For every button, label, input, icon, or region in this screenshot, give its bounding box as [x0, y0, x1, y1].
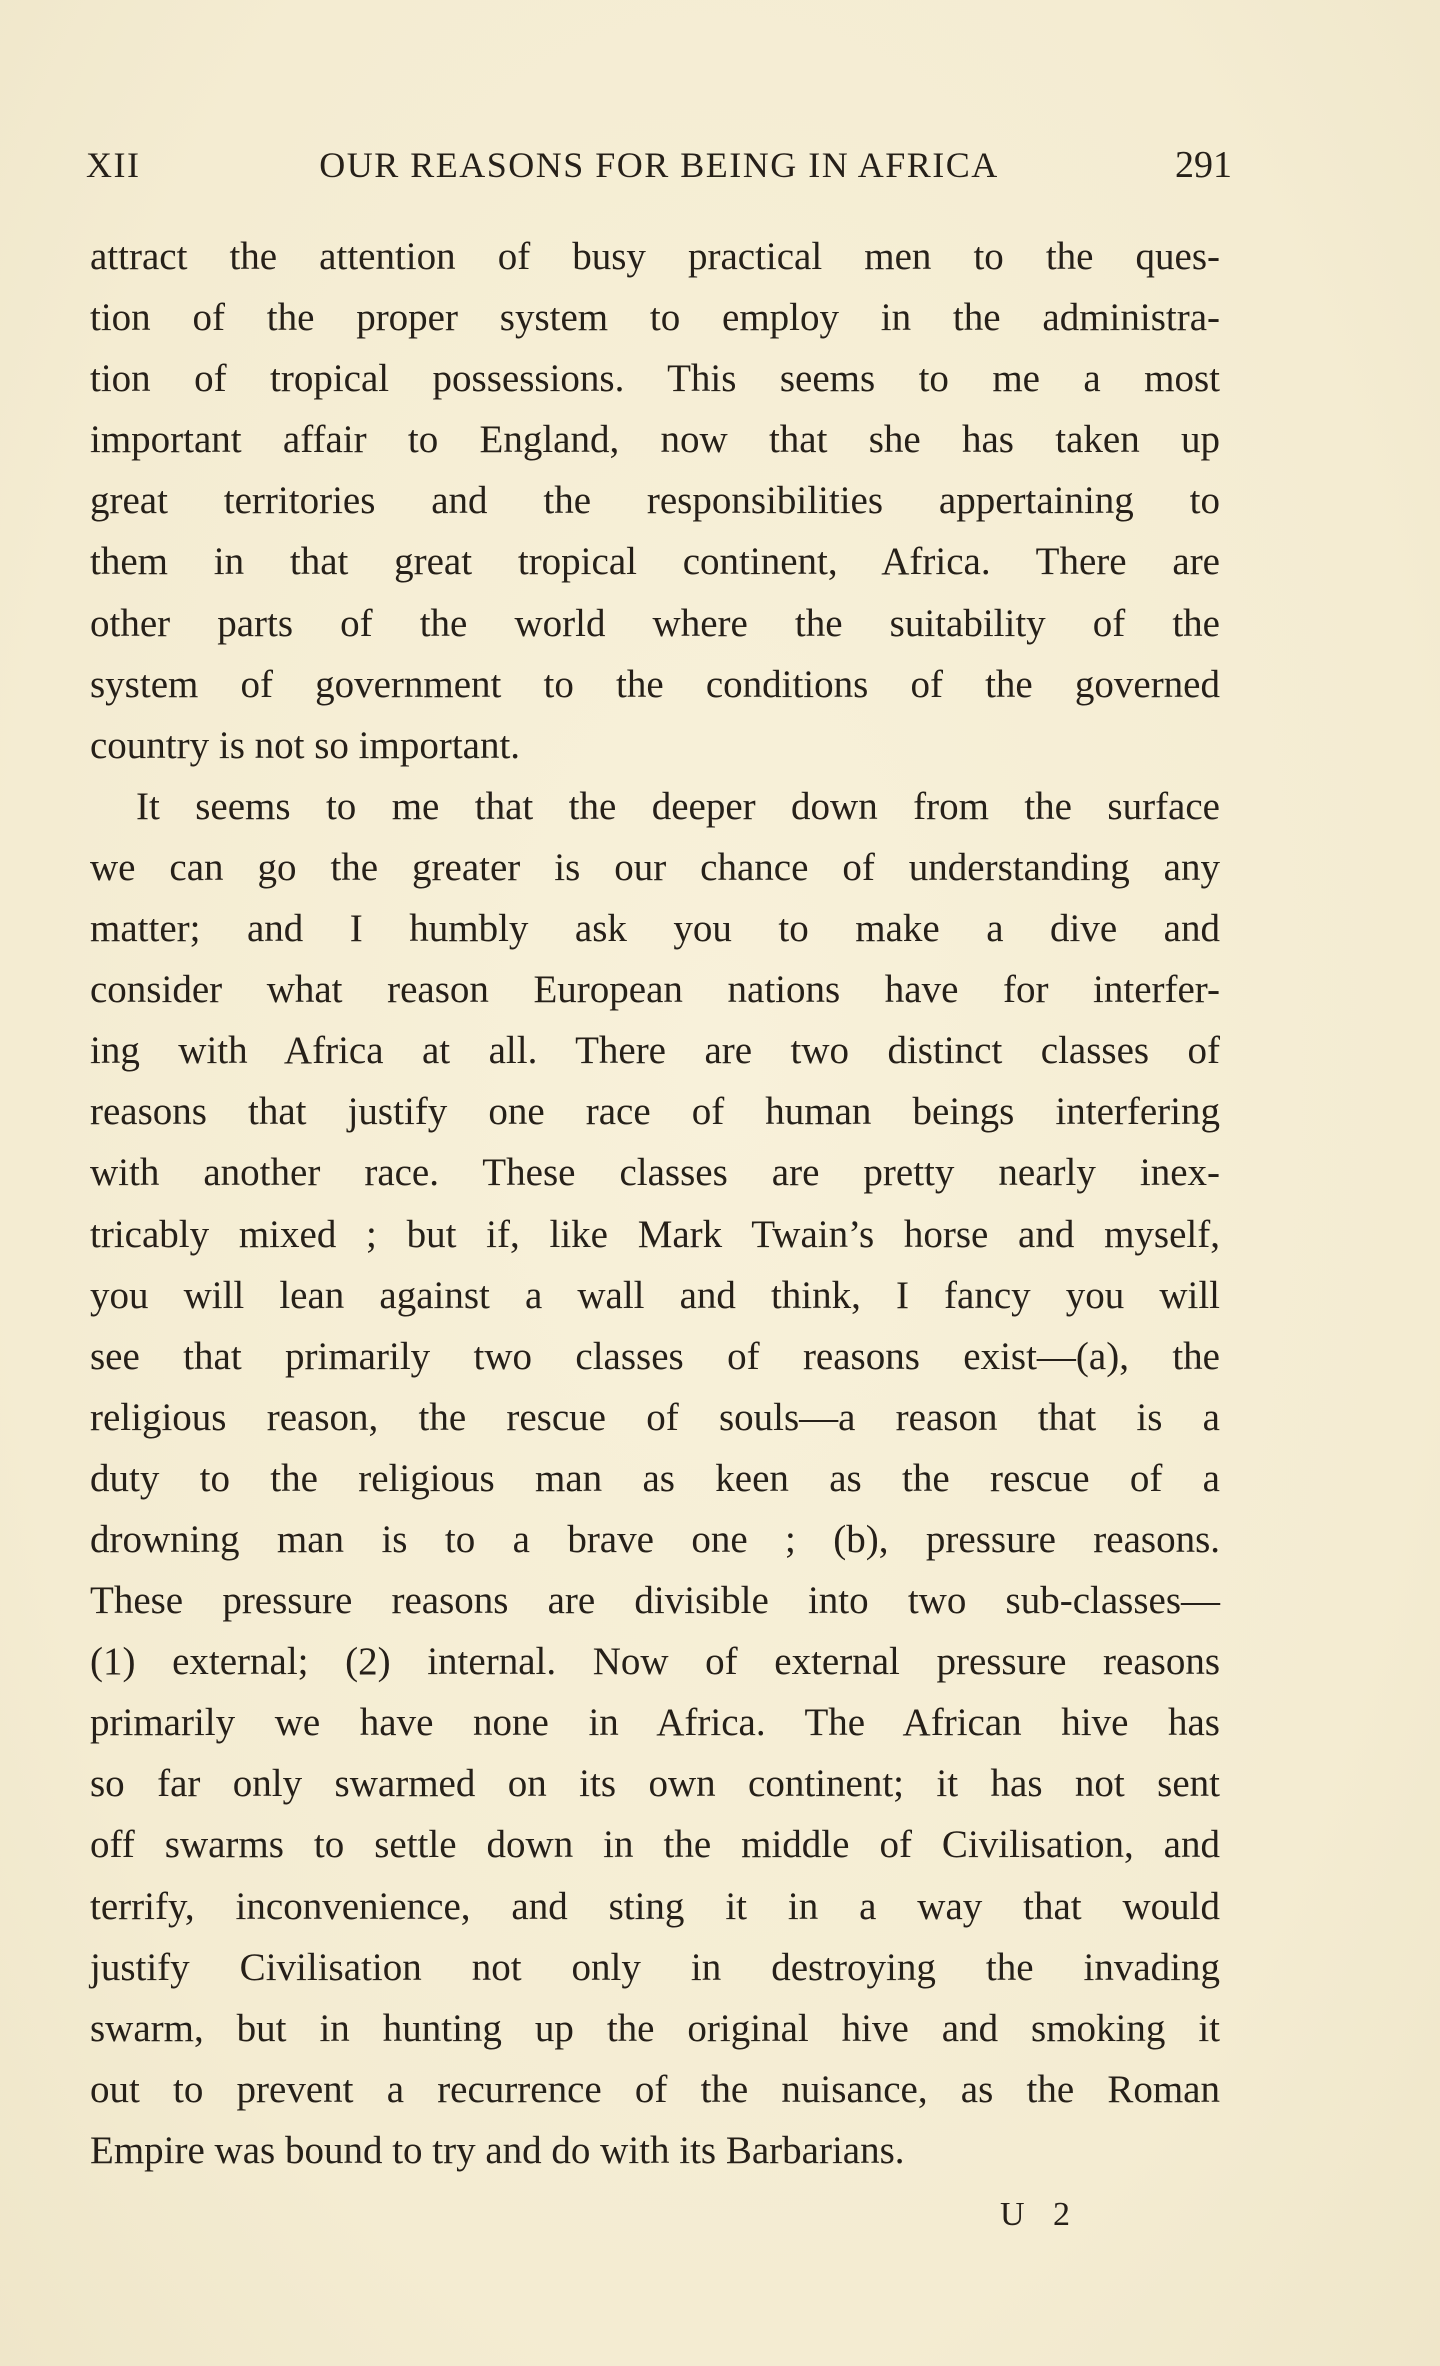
text-line: tion of the proper system to employ in the administra- — [90, 296, 1220, 340]
text-line: Empire was bound to try and do with its Barbarians. — [90, 2128, 905, 2172]
text-line: with another race. These classes are pretty nearly inex- — [90, 1151, 1220, 1195]
text-line: matter; and I humbly ask you to make a dive and — [90, 907, 1220, 951]
chapter-number: XII — [86, 145, 141, 185]
text-line: ing with Africa at all. There are two distinct classes of — [90, 1029, 1220, 1073]
text-line: religious reason, the rescue of souls—a reason that is a — [90, 1395, 1220, 1439]
text-line: These pressure reasons are divisible into two sub-classes— — [90, 1579, 1220, 1623]
text-line: terrify, inconvenience, and sting it in a way that would — [90, 1884, 1220, 1928]
running-head — [86, 142, 1232, 188]
text-line: tion of tropical possessions. This seems to me a most — [90, 357, 1220, 401]
text-line: see that primarily two classes of reasons exist—(a), the — [90, 1334, 1220, 1378]
text-line: off swarms to settle down in the middle of Civilisation, and — [90, 1823, 1220, 1867]
text-line: country is not so important. — [90, 723, 521, 767]
text-line: so far only swarmed on its own continent; it has not sent — [90, 1762, 1220, 1806]
signature-mark: U 2 — [1000, 2196, 1081, 2233]
text-line: justify Civilisation not only in destroying the invading — [90, 1945, 1220, 1989]
text-line: attract the attention of busy practical men to the ques- — [90, 235, 1220, 278]
page-number: 291 — [1175, 144, 1232, 186]
text-line: tricably mixed ; but if, like Mark Twain’s horse and myself, — [90, 1212, 1220, 1256]
text-line: drowning man is to a brave one ; (b), pressure reasons. — [90, 1517, 1220, 1561]
text-line: consider what reason European nations have for interfer- — [90, 968, 1220, 1012]
text-line: you will lean against a wall and think, I fancy you will — [90, 1273, 1220, 1317]
text-line: primarily we have none in Africa. The African hive has — [90, 1701, 1220, 1745]
text-line: It seems to me that the deeper down from the surface — [136, 784, 1220, 828]
text-line: them in that great tropical continent, Africa. There are — [90, 540, 1220, 584]
text-line: (1) external; (2) internal. Now of external pressure reasons — [90, 1640, 1220, 1684]
text-line: important affair to England, now that she has taken up — [90, 418, 1220, 462]
text-line: great territories and the responsibilities appertaining to — [90, 479, 1220, 523]
text-line: system of government to the conditions of the governed — [90, 662, 1220, 706]
text-line: we can go the greater is our chance of understanding any — [90, 845, 1220, 889]
text-line: swarm, but in hunting up the original hive and smoking it — [90, 2006, 1220, 2050]
body-text — [90, 226, 1220, 2181]
text-line: reasons that justify one race of human beings interfering — [90, 1090, 1220, 1134]
running-title: OUR REASONS FOR BEING IN AFRICA — [319, 145, 999, 185]
text-line: other parts of the world where the suitability of the — [90, 601, 1220, 645]
text-line: out to prevent a recurrence of the nuisance, as the Roman — [90, 2067, 1220, 2111]
text-line: duty to the religious man as keen as the rescue of a — [90, 1456, 1220, 1500]
